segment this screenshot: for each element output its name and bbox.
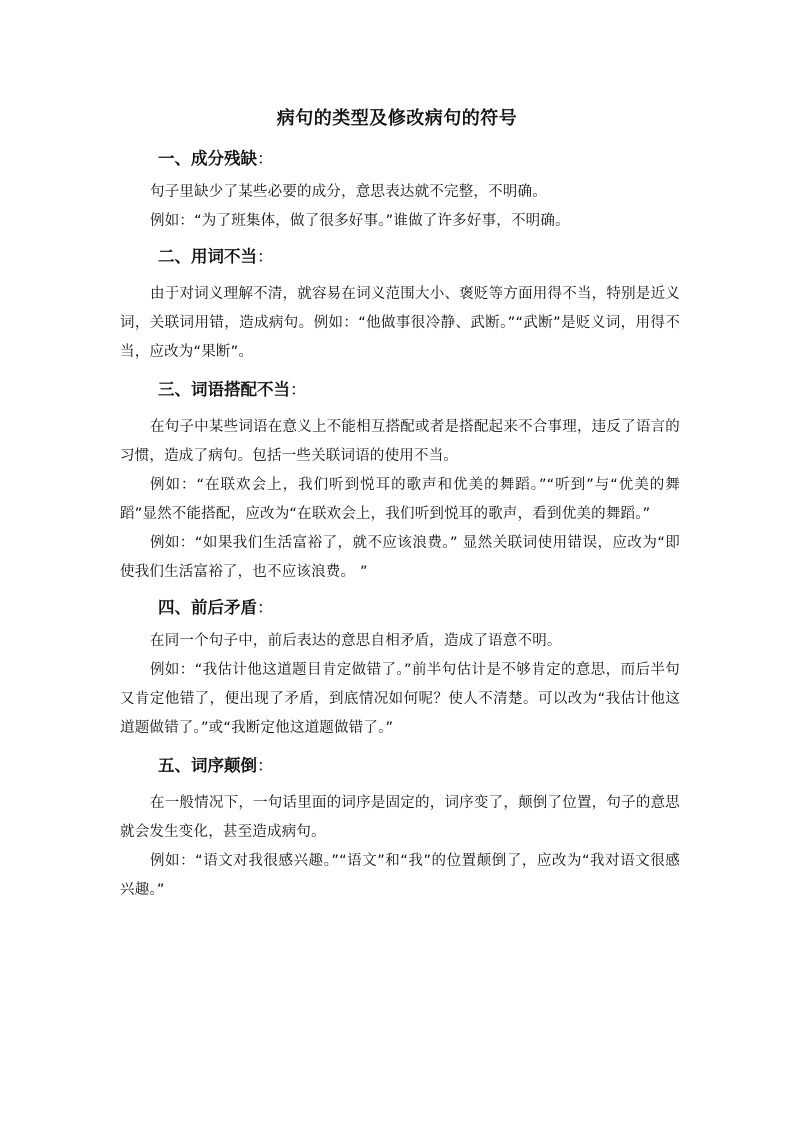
paragraph: 句子里缺少了某些必要的成分，意思表达就不完整，不明确。 (150, 184, 547, 200)
example-paragraph: 例如：“在联欢会上，我们听到悦耳的歌声和优美的舞蹈。”“听到”与“优美的舞蹈”显然不能搭配，应改为“在联欢会上，我们听到悦耳的歌声，看到优美的舞蹈。” (120, 477, 680, 522)
section-heading-text: 四、前后矛盾 (158, 598, 257, 617)
section-heading-text: 三、词语搭配不当 (158, 380, 290, 399)
section-4 (120, 589, 680, 743)
section-heading (120, 589, 680, 627)
heading-colon: ： (257, 756, 274, 775)
section-heading (120, 747, 680, 785)
example-paragraph: 例如：“我估计他这道题目肯定做错了。”前半句估计是不够肯定的意思，而后半句又肯定他错了，便出现了矛盾，到底情况如何呢？使人不清楚。可以改为“我估计他这道题做错了。”或“我断定他这道题做错了。” (120, 662, 680, 736)
section-heading (120, 140, 680, 178)
page-title: 病句的类型及修改病句的符号 (276, 108, 518, 129)
paragraph: 在同一个句子中，前后表达的意思自相矛盾，造成了语意不明。 (150, 633, 562, 649)
heading-colon: ： (257, 247, 274, 266)
heading-colon: ： (257, 598, 274, 617)
example-paragraph: 例如：“如果我们生活富裕了，就不应该浪费。” 显然关联词使用错误，应改为“即使我们生活富裕了，也不应该浪费。 ” (120, 535, 680, 580)
example-paragraph: 例如：“语文对我很感兴趣。”“语文”和“我”的位置颠倒了，应改为“我对语文很感兴趣。” (120, 853, 680, 898)
paragraph: 在句子中某些词语在意义上不能相互搭配或者是搭配起来不合事理，违反了语言的习惯，造成了病句。包括一些关联词语的使用不当。 (120, 419, 680, 464)
section-heading (120, 371, 680, 409)
heading-colon: ： (257, 149, 274, 168)
section-heading-text: 五、词序颠倒 (158, 756, 257, 775)
paragraph: 由于对词义理解不清，就容易在词义范围大小、褒贬等方面用得不当，特别是近义词，关联词用错，造成病句。例如：“他做事很冷静、武断。”“武断”是贬义词，用得不当，应改为“果断”。 (120, 286, 680, 360)
section-heading (120, 238, 680, 276)
section-heading-text: 二、用词不当 (158, 247, 257, 266)
paragraph: 在一般情况下，一句话里面的词序是固定的，词序变了，颠倒了位置，句子的意思就会发生变化，甚至造成病句。 (120, 795, 680, 840)
document-body (120, 140, 680, 905)
section-5 (120, 747, 680, 905)
section-heading-text: 一、成分残缺 (158, 149, 257, 168)
section-3 (120, 371, 680, 587)
section-2 (120, 238, 680, 367)
example-paragraph: 例如：“为了班集体，做了很多好事。”谁做了许多好事，不明确。 (150, 213, 570, 229)
heading-colon: ： (290, 380, 307, 399)
section-1 (120, 140, 680, 236)
